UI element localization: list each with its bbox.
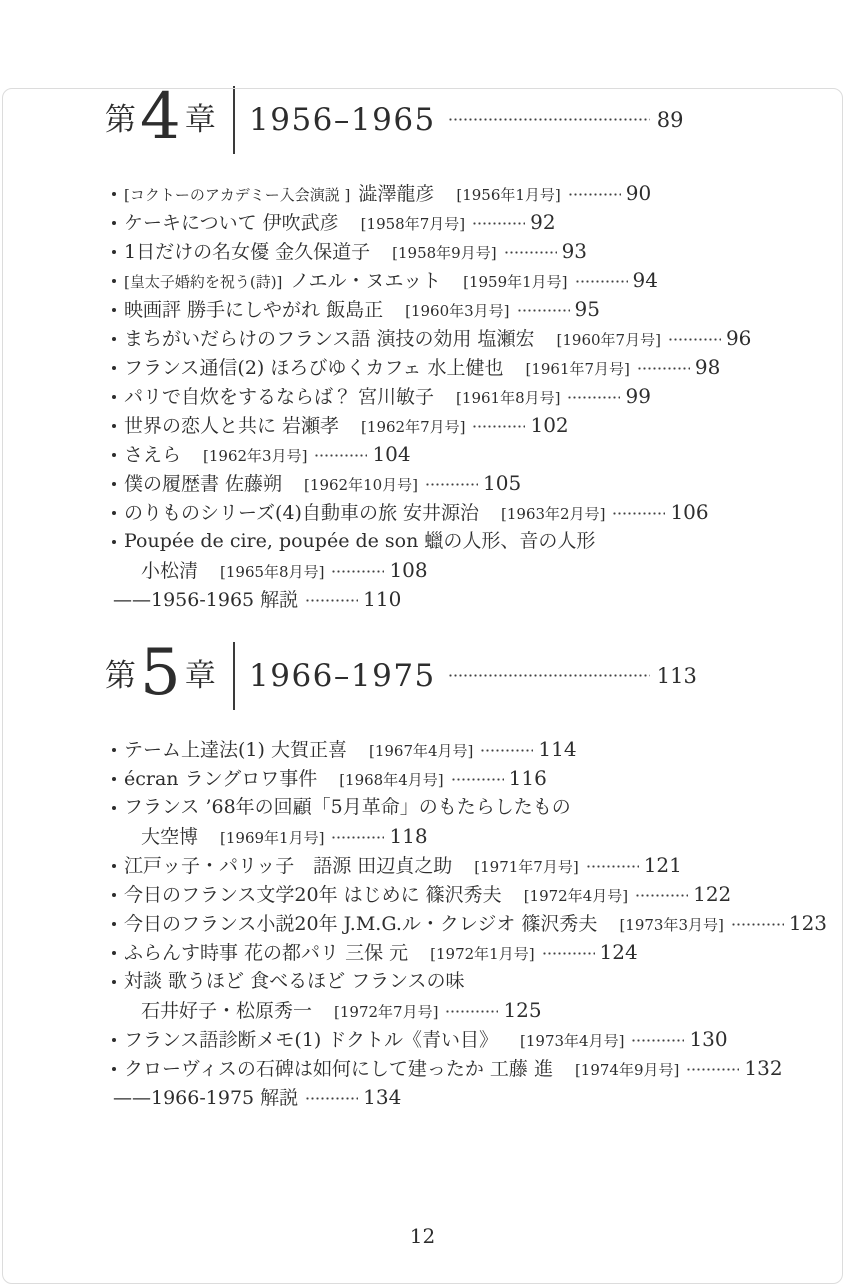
entry-issue-date: [1962年10月号] <box>304 476 419 494</box>
entry-page-number: 110 <box>363 587 402 611</box>
toc-entry <box>105 996 785 1025</box>
entry-title: フランス ’68年の回顧「5月革命」のもたらしたもの <box>124 796 571 818</box>
chapter-year-range: 1956–1965 <box>249 102 436 138</box>
toc-entry <box>105 324 785 353</box>
entry-issue-date: [1971年7月号] <box>474 858 579 876</box>
leader-dots <box>504 251 557 254</box>
entry-issue-date: [1961年8月号] <box>456 389 561 407</box>
entry-page-number: 124 <box>599 940 638 964</box>
entry-issue-date: [1968年4月号] <box>339 771 444 789</box>
entry-page-number: 130 <box>689 1027 728 1051</box>
entry-title: 今日のフランス小説20年 J.M.G.ル・クレジオ 篠沢秀夫 <box>124 913 598 935</box>
entry-page-number: 134 <box>363 1085 402 1109</box>
leader-dots <box>314 454 367 457</box>
entry-issue-date: [1958年9月号] <box>392 244 497 262</box>
entry-title: 僕の履歴書 佐藤朔 <box>124 473 283 495</box>
toc-entry <box>105 880 785 909</box>
entry-page-number: 92 <box>530 210 556 234</box>
leader-dots <box>448 118 650 121</box>
entry-page-number: 122 <box>693 882 732 906</box>
bullet-icon <box>112 511 116 515</box>
leader-dots <box>451 778 504 781</box>
bullet-icon <box>112 806 116 810</box>
leader-dots <box>686 1068 739 1071</box>
toc-entry <box>105 1054 785 1083</box>
toc-entry <box>105 793 785 822</box>
entry-page-number: 104 <box>372 442 411 466</box>
leader-dots <box>567 396 620 399</box>
entry-page-number: 132 <box>744 1056 783 1080</box>
chapter-prefix-label: 第 <box>105 657 136 694</box>
toc-entry <box>105 909 828 938</box>
entry-issue-date: [1962年3月号] <box>203 447 308 465</box>
entry-title: écran ラングロワ事件 <box>124 768 318 790</box>
chapter-suffix-label: 章 <box>184 101 216 138</box>
bullet-icon <box>112 221 116 225</box>
chapter-year-range: 1966–1975 <box>249 658 436 694</box>
entry-page-number: 108 <box>389 558 428 582</box>
chapter-title <box>105 636 233 711</box>
bullet-icon <box>112 980 116 984</box>
toc-entry <box>105 498 785 527</box>
bullet-icon <box>112 540 116 544</box>
chapter-number: 4 <box>140 80 181 154</box>
entry-title: 1日だけの名女優 金久保道子 <box>124 241 371 263</box>
entry-title: まちがいだらけのフランス語 演技の効用 塩瀬宏 <box>124 328 535 350</box>
toc-entry <box>105 411 785 440</box>
toc-entry <box>105 735 785 764</box>
bullet-icon <box>112 366 116 370</box>
chapter-page-number: 89 <box>656 108 684 132</box>
entry-title: 対談 歌うほど 食べるほど フランスの味 <box>124 970 465 992</box>
entry-title: 江戸ッ子・パリッ子 語源 田辺貞之助 <box>124 855 453 877</box>
entry-issue-date: [1962年7月号] <box>361 418 466 436</box>
entry-page-number: 116 <box>508 766 547 790</box>
entry-issue-date: [1973年3月号] <box>619 916 724 934</box>
entry-title: 映画評 勝手にしやがれ 飯島正 <box>124 299 384 321</box>
toc-entry <box>105 967 785 996</box>
chapter-range-block <box>233 642 697 710</box>
entry-page-number: 96 <box>725 326 752 350</box>
leader-dots <box>635 894 688 897</box>
entry-issue-date: [1972年4月号] <box>523 887 629 905</box>
leader-dots <box>425 483 478 486</box>
bullet-icon <box>112 893 116 897</box>
entry-annotation: [コクトーのアカデミー入会演説 ] <box>124 186 351 204</box>
leader-dots <box>448 674 650 677</box>
leader-dots <box>612 512 665 515</box>
chapter-header <box>105 80 785 154</box>
leader-dots <box>586 865 639 868</box>
bullet-icon <box>112 748 116 752</box>
chapter-entries <box>105 735 828 1112</box>
entry-title: フランス語診断メモ(1) ドクトル《青い目》 <box>124 1029 499 1051</box>
entry-page-number: 106 <box>670 500 709 524</box>
page-footer <box>0 1224 845 1248</box>
entry-issue-date: [1963年2月号] <box>501 505 606 523</box>
entry-title: ——1966-1975 解説 <box>113 1087 299 1109</box>
entry-issue-date: [1973年4月号] <box>520 1032 625 1050</box>
toc-entry <box>105 295 785 324</box>
entry-title: フランス通信(2) ほろびゆくカフェ 水上健也 <box>124 357 504 379</box>
entry-title: クローヴィスの石碑は如何にして建ったか 工藤 進 <box>124 1058 553 1080</box>
bullet-icon <box>112 308 116 312</box>
toc-entry <box>105 527 785 556</box>
chapter-page-number: 113 <box>656 664 697 688</box>
entry-page-number: 95 <box>574 297 600 321</box>
bullet-icon <box>112 777 116 781</box>
entry-annotation: [皇太子婚約を祝う(詩)] <box>124 273 283 291</box>
entry-page-number: 105 <box>483 471 522 495</box>
toc-entry <box>105 440 785 469</box>
entry-title: ケーキについて 伊吹武彦 <box>124 212 339 234</box>
entry-title: パリで自炊をするならば？ 宮川敏子 <box>124 386 435 408</box>
bullet-icon <box>112 1038 116 1042</box>
leader-dots <box>575 280 628 283</box>
bullet-icon <box>112 279 116 283</box>
entry-page-number: 94 <box>632 268 658 292</box>
entry-issue-date: [1972年1月号] <box>430 945 535 963</box>
bullet-icon <box>112 482 116 486</box>
leader-dots <box>305 599 358 602</box>
entry-title: さえら <box>124 444 182 466</box>
toc-entry <box>105 938 785 967</box>
entry-issue-date: [1956年1月号] <box>456 186 561 204</box>
entry-title: テーム上達法(1) 大賀正喜 <box>124 739 347 761</box>
chapter-section <box>105 636 828 1112</box>
chapter-title <box>105 80 233 155</box>
leader-dots <box>631 1039 684 1042</box>
entry-title: Poupée de cire, poupée de son 蠟の人形、音の人形 <box>124 530 596 552</box>
entry-issue-date: [1961年7月号] <box>525 360 630 378</box>
table-of-contents <box>0 80 845 1112</box>
entry-page-number: 118 <box>389 824 428 848</box>
entry-issue-date: [1974年9月号] <box>574 1061 680 1079</box>
toc-entry <box>105 353 785 382</box>
chapter-prefix-label: 第 <box>105 101 136 138</box>
bullet-icon <box>112 395 116 399</box>
entry-page-number: 90 <box>625 181 652 205</box>
entry-issue-date: [1959年1月号] <box>463 273 568 291</box>
toc-entry <box>105 266 785 295</box>
entry-issue-date: [1972年7月号] <box>334 1003 439 1021</box>
leader-dots <box>445 1010 498 1013</box>
toc-entry <box>105 764 785 793</box>
entry-issue-date: [1969年1月号] <box>220 829 325 847</box>
leader-dots <box>731 923 784 926</box>
entry-title: ——1956-1965 解説 <box>113 589 299 611</box>
entry-page-number: 114 <box>538 737 577 761</box>
entry-issue-date: [1960年7月号] <box>556 331 661 349</box>
chapter-suffix-label: 章 <box>184 657 216 694</box>
entry-title: 石井好子・松原秀一 <box>141 1000 313 1022</box>
chapter-header <box>105 636 785 710</box>
entry-page-number: 99 <box>625 384 651 408</box>
toc-entry <box>105 179 785 208</box>
leader-dots <box>472 425 525 428</box>
bullet-icon <box>112 453 116 457</box>
toc-entry <box>105 585 785 614</box>
entry-page-number: 93 <box>561 239 588 263</box>
entry-title: ノエル・ヌエット <box>290 270 442 292</box>
toc-entry <box>105 469 785 498</box>
entry-issue-date: [1967年4月号] <box>368 742 474 760</box>
entry-title: 世界の恋人と共に 岩瀬孝 <box>124 415 340 437</box>
entry-page-number: 123 <box>788 911 828 935</box>
bullet-icon <box>112 337 116 341</box>
entry-title: 小松清 <box>141 560 199 582</box>
leader-dots <box>305 1097 358 1100</box>
toc-entry <box>105 822 785 851</box>
bullet-icon <box>112 922 116 926</box>
leader-dots <box>517 309 570 312</box>
leader-dots <box>542 952 595 955</box>
entry-title: 澁澤龍彦 <box>358 183 435 205</box>
toc-entry <box>105 1025 785 1054</box>
entry-page-number: 98 <box>694 355 721 379</box>
toc-entry <box>105 237 785 266</box>
leader-dots <box>331 570 384 573</box>
entry-title: 今日のフランス文学20年 はじめに 篠沢秀夫 <box>124 884 502 906</box>
entry-title: のりものシリーズ(4)自動車の旅 安井源治 <box>124 502 480 524</box>
leader-dots <box>472 222 525 225</box>
entry-page-number: 125 <box>503 998 542 1022</box>
entry-title: ふらんす時事 花の都パリ 三保 元 <box>124 942 409 964</box>
toc-entry <box>105 851 785 880</box>
toc-entry <box>105 1083 785 1112</box>
bullet-icon <box>112 951 116 955</box>
leader-dots <box>637 367 690 370</box>
leader-dots <box>480 749 533 752</box>
bullet-icon <box>112 192 116 196</box>
leader-dots <box>568 193 621 196</box>
chapter-section <box>105 80 785 614</box>
entry-issue-date: [1960年3月号] <box>405 302 510 320</box>
folio-page-number: 12 <box>409 1224 436 1248</box>
chapter-number: 5 <box>140 636 181 710</box>
leader-dots <box>331 836 384 839</box>
bullet-icon <box>112 1067 116 1071</box>
toc-entry <box>105 556 785 585</box>
entry-issue-date: [1958年7月号] <box>360 215 466 233</box>
entry-title: 大空博 <box>141 826 199 848</box>
bullet-icon <box>112 250 116 254</box>
toc-entry <box>105 382 785 411</box>
bullet-icon <box>112 424 116 428</box>
entry-page-number: 102 <box>530 413 569 437</box>
toc-entry <box>105 208 785 237</box>
leader-dots <box>668 338 721 341</box>
entry-issue-date: [1965年8月号] <box>220 563 325 581</box>
chapter-entries <box>105 179 785 614</box>
bullet-icon <box>112 864 116 868</box>
chapter-range-block <box>233 86 684 154</box>
entry-page-number: 121 <box>643 853 682 877</box>
